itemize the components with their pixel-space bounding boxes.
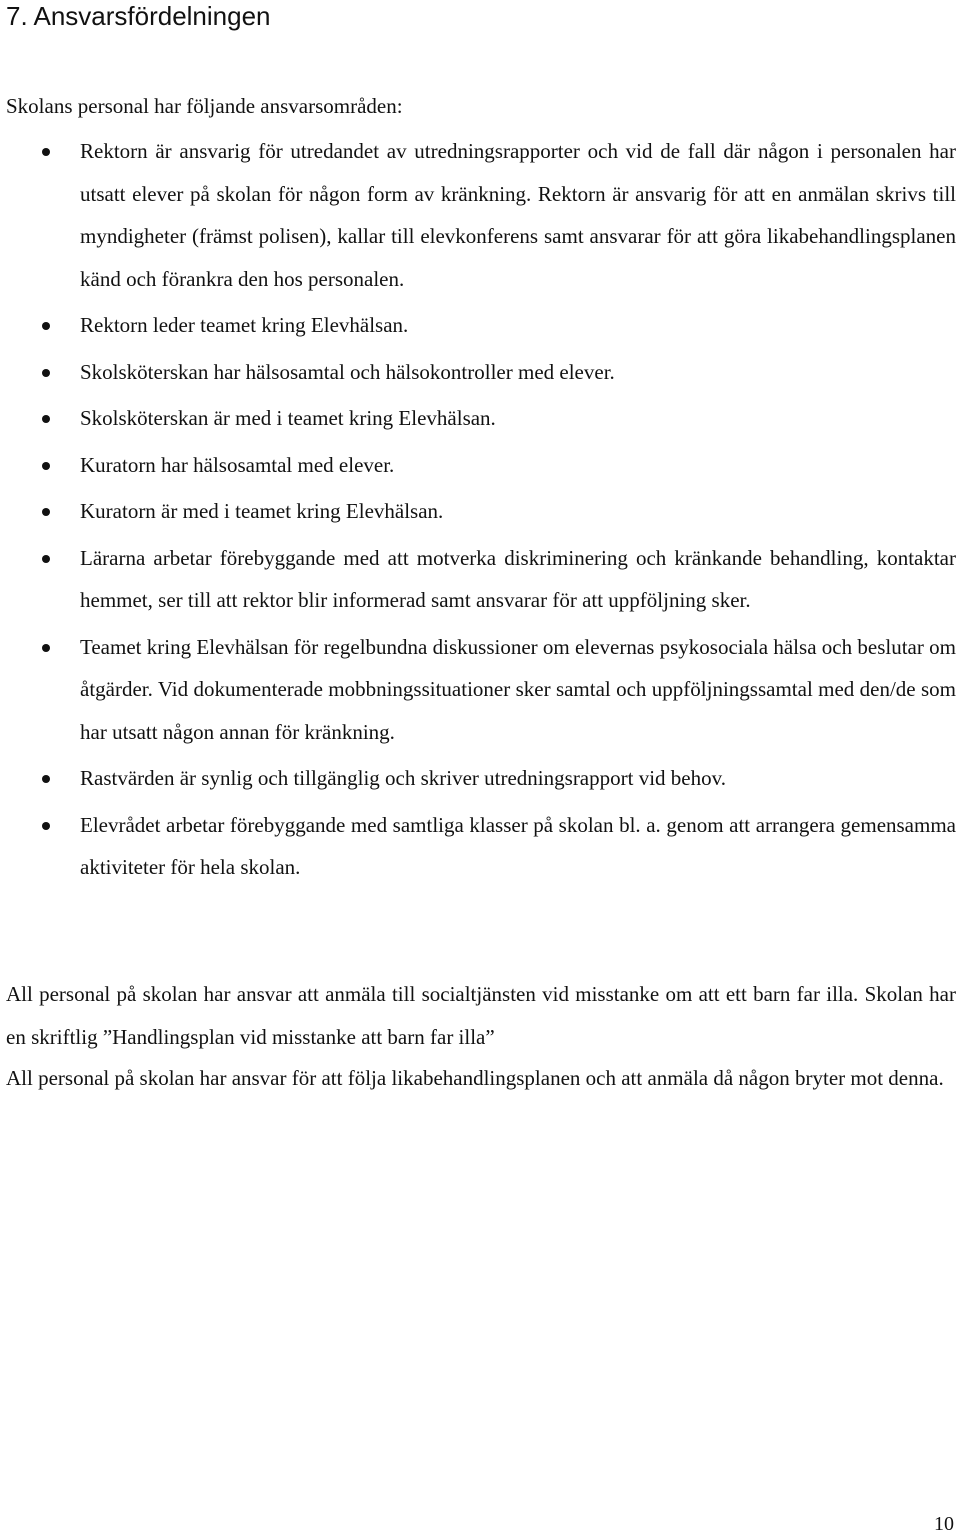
list-item-skolskoterska-samtal	[0, 351, 956, 394]
paragraph-socialtjansten: All personal på skolan har ansvar att anmäla till socialtjänsten vid misstanke om att ett barn far illa. Skolan har en skriftlig ”Handlingsplan vid misstanke att barn far illa”	[6, 982, 956, 1049]
list-item-kurator-team	[0, 490, 956, 533]
list-item-text: Lärarna arbetar förebyggande med att motverka diskriminering och kränkande behandling, kontaktar hemmet, ser till att rektor blir informerad samt ansvarar för att uppföljning sker.	[80, 545, 956, 612]
bullet-icon	[42, 462, 50, 470]
list-item-lararna	[0, 537, 956, 622]
bullet-icon	[42, 322, 50, 330]
list-item-rastvarden	[0, 757, 956, 800]
list-item-skolskoterska-team	[0, 397, 956, 440]
bullet-icon	[42, 775, 50, 783]
bullet-icon	[42, 369, 50, 377]
intro-text: Skolans personal har följande ansvarsområden:	[6, 94, 403, 118]
responsibility-list	[0, 130, 960, 893]
list-item-text: Kuratorn har hälsosamtal med elever.	[80, 452, 395, 477]
list-item-kurator-samtal	[0, 444, 956, 487]
list-item-elevradet	[0, 804, 956, 889]
list-item-text: Rastvärden är synlig och tillgänglig och skriver utredningsrapport vid behov.	[80, 766, 726, 790]
bullet-icon	[42, 508, 50, 516]
bullet-icon	[42, 822, 50, 830]
list-item-text: Skolsköterskan är med i teamet kring Elevhälsan.	[80, 406, 496, 430]
list-item-text: Rektorn leder teamet kring Elevhälsan.	[80, 313, 409, 337]
section-heading: 7. Ansvarsfördelningen	[6, 1, 271, 31]
paragraph-likabehandlingsplan: All personal på skolan har ansvar för att följa likabehandlingsplanen och att anmäla då någon bryter mot denna.	[6, 1066, 944, 1090]
list-item-text: Teamet kring Elevhälsan för regelbundna diskussioner om elevernas psykosociala hälsa och beslutar om åtgärder. Vid dokumenterade mobbningssituationer sker samtal och uppföljningssamtal med den/de som har utsatt någon annan för kränkning.	[80, 634, 956, 744]
bullet-icon	[42, 415, 50, 423]
bullet-icon	[42, 644, 50, 652]
list-item-text: Elevrådet arbetar förebyggande med samtliga klasser på skolan bl. a. genom att arrangera gemensamma aktiviteter för hela skolan.	[80, 812, 956, 879]
bullet-icon	[42, 148, 50, 156]
list-item-text: Rektorn är ansvarig för utredandet av utredningsrapporter och vid de fall där någon i personalen har utsatt elever på skolan för någon form av kränkning. Rektorn är ansvarig för att en anmälan skrivs till myndigheter (främst polisen), kallar till elevkonferens samt ansvarar för att göra likabehandlingsplanen känd och förankra den hos personalen.	[80, 139, 956, 291]
bullet-icon	[42, 555, 50, 563]
list-item-text: Skolsköterskan har hälsosamtal och hälsokontroller med elever.	[80, 359, 615, 384]
list-item-rektor-ansvar	[0, 130, 956, 300]
list-item-teamet	[0, 626, 956, 754]
list-item-text: Kuratorn är med i teamet kring Elevhälsan.	[80, 499, 444, 523]
page-number: 10	[934, 1513, 954, 1535]
list-item-rektor-team	[0, 304, 956, 347]
